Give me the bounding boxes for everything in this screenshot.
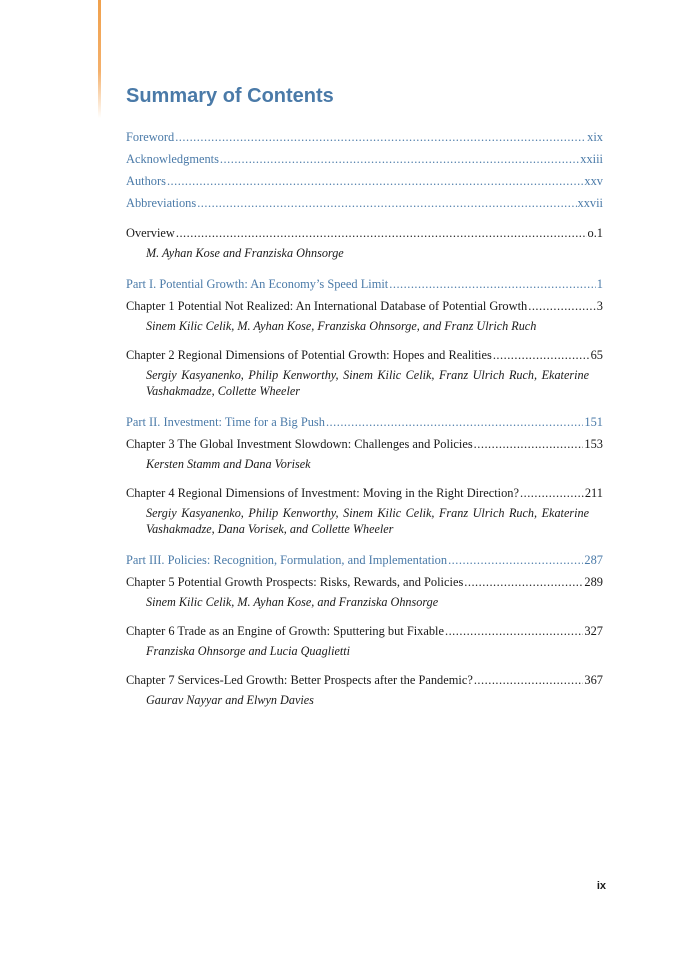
chapter-4-authors: Sergiy Kasyanenko, Philip Kenworthy, Sinem Kilic Celik, Franz Ulrich Ruch, Ekaterine Vashakmadze, Dana Vorisek, and Collette Wheeler — [146, 506, 589, 536]
page-title: Summary of Contents — [126, 85, 334, 107]
toc-entry-acknowledgments[interactable]: Acknowledgments ..... xxiii — [126, 148, 603, 170]
toc-entry-part-3[interactable]: Part III. Policies: Recognition, Formulation, and Implementation ..... 287 — [126, 549, 603, 571]
chapter-6-authors: Franziska Ohnsorge and Lucia Quaglietti — [146, 644, 351, 658]
toc-entry-part-2[interactable]: Part II. Investment: Time for a Big Push ..... 151 — [126, 411, 603, 433]
chapter-2-authors: Sergiy Kasyanenko, Philip Kenworthy, Sinem Kilic Celik, Franz Ulrich Ruch, Ekaterine Vashakmadze, Collette Wheeler — [146, 368, 589, 398]
chapter-5-authors: Sinem Kilic Celik, M. Ayhan Kose, and Franziska Ohnsorge — [146, 595, 439, 609]
toc-entry-chapter-6[interactable]: Chapter 6 Trade as an Engine of Growth: Sputtering but Fixable ..... 327 — [126, 620, 603, 642]
toc-entry-authors[interactable]: Authors ..... xxv — [126, 170, 603, 192]
toc-entry-abbreviations[interactable]: Abbreviations ..... xxvii — [126, 192, 603, 214]
toc-entry-foreword[interactable]: Foreword ..... xix — [126, 126, 603, 148]
toc-entry-chapter-4[interactable]: Chapter 4 Regional Dimensions of Investment: Moving in the Right Direction? ..... 211 — [126, 482, 603, 504]
chapter-7-authors: Gaurav Nayyar and Elwyn Davies — [146, 693, 314, 707]
orange-accent-bar — [98, 0, 101, 118]
toc-entry-chapter-1[interactable]: Chapter 1 Potential Not Realized: An International Database of Potential Growth ..... 3 — [126, 295, 603, 317]
overview-authors: M. Ayhan Kose and Franziska Ohnsorge — [146, 246, 344, 260]
page-number: ix — [596, 880, 606, 892]
toc-entry-chapter-7[interactable]: Chapter 7 Services-Led Growth: Better Prospects after the Pandemic? ..... 367 — [126, 669, 603, 691]
toc-entry-part-1[interactable]: Part I. Potential Growth: An Economy’s Speed Limit ..... 1 — [126, 273, 603, 295]
toc-entry-chapter-5[interactable]: Chapter 5 Potential Growth Prospects: Risks, Rewards, and Policies ..... 289 — [126, 571, 603, 593]
contents-page — [126, 84, 603, 712]
toc-entry-chapter-2[interactable]: Chapter 2 Regional Dimensions of Potential Growth: Hopes and Realities ..... 65 — [126, 344, 603, 366]
chapter-1-authors: Sinem Kilic Celik, M. Ayhan Kose, Franziska Ohnsorge, and Franz Ulrich Ruch — [146, 319, 537, 333]
toc-entry-chapter-3[interactable]: Chapter 3 The Global Investment Slowdown: Challenges and Policies ..... 153 — [126, 433, 603, 455]
chapter-3-authors: Kersten Stamm and Dana Vorisek — [146, 457, 311, 471]
front-matter-list — [126, 126, 603, 214]
toc-entry-overview[interactable]: Overview ..... o.1 — [126, 222, 603, 244]
